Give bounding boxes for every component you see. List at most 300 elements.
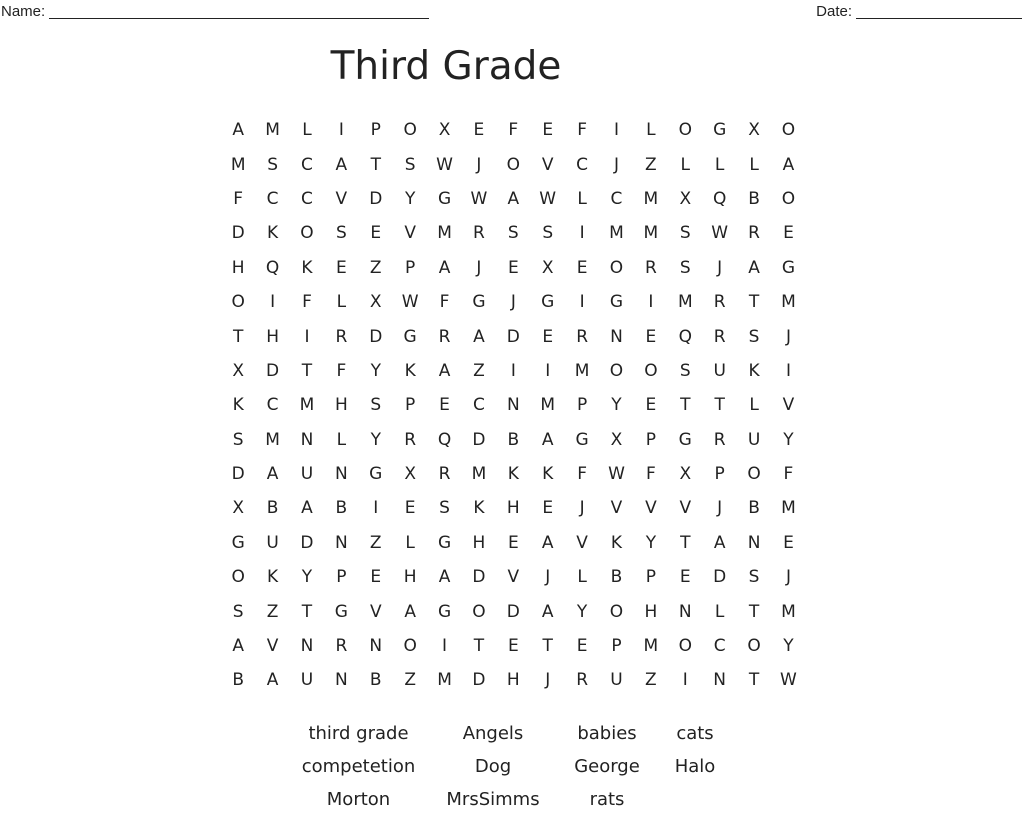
grid-letter[interactable]: E <box>679 567 691 588</box>
grid-letter[interactable]: R <box>748 223 760 244</box>
grid-letter[interactable]: H <box>231 257 245 278</box>
grid-letter[interactable]: U <box>713 360 726 381</box>
grid-letter[interactable]: G <box>437 532 452 553</box>
grid-letter[interactable]: U <box>300 670 314 691</box>
grid-letter[interactable]: N <box>335 464 348 485</box>
grid-letter[interactable]: A <box>404 601 416 622</box>
grid-letter[interactable]: E <box>542 120 554 141</box>
grid-letter[interactable]: T <box>748 670 760 691</box>
grid-letter[interactable]: X <box>610 429 623 450</box>
grid-letter[interactable]: L <box>302 120 312 141</box>
grid-letter[interactable]: T <box>233 326 244 347</box>
grid-letter[interactable]: Y <box>611 395 622 416</box>
grid-letter[interactable]: A <box>782 154 795 175</box>
grid-letter[interactable]: U <box>266 532 279 553</box>
grid-letter[interactable]: M <box>265 429 280 450</box>
grid-letter[interactable]: H <box>506 670 520 691</box>
grid-letter[interactable]: G <box>403 326 417 347</box>
grid-letter[interactable]: B <box>369 670 382 691</box>
grid-letter[interactable]: X <box>748 120 760 141</box>
grid-letter[interactable]: M <box>265 120 280 141</box>
grid-letter[interactable]: W <box>401 292 419 313</box>
grid-letter[interactable]: U <box>300 464 314 485</box>
grid-letter[interactable]: A <box>335 154 348 175</box>
grid-letter[interactable]: K <box>507 464 519 485</box>
grid-row <box>221 147 806 181</box>
grid-letter[interactable]: S <box>335 223 347 244</box>
grid-letter[interactable]: B <box>232 670 245 691</box>
grid-letter[interactable]: R <box>404 429 417 450</box>
grid-letter[interactable]: S <box>232 429 244 450</box>
grid-letter[interactable]: G <box>575 429 589 450</box>
grid-letter[interactable]: A <box>748 257 760 278</box>
grid-letter[interactable]: Z <box>404 670 416 691</box>
grid-letter[interactable]: B <box>266 498 279 519</box>
grid-letter[interactable]: C <box>266 188 279 209</box>
grid-letter[interactable]: R <box>438 464 451 485</box>
grid-letter[interactable]: X <box>679 464 692 485</box>
grid-letter[interactable]: T <box>542 636 553 657</box>
grid-letter[interactable]: P <box>645 567 657 588</box>
grid-letter[interactable]: F <box>336 360 347 381</box>
grid-letter[interactable]: J <box>579 498 585 519</box>
grid-letter[interactable]: O <box>609 257 624 278</box>
grid-letter[interactable]: D <box>369 188 383 209</box>
grid-letter[interactable]: A <box>266 670 279 691</box>
grid-letter[interactable]: C <box>266 395 279 416</box>
grid-letter[interactable]: R <box>713 292 726 313</box>
grid-letter[interactable]: O <box>678 120 692 141</box>
grid-letter[interactable]: G <box>472 292 486 313</box>
grid-letter[interactable]: L <box>646 120 656 141</box>
grid-letter[interactable]: V <box>645 498 657 519</box>
grid-letter[interactable]: J <box>510 292 516 313</box>
grid-letter[interactable]: R <box>335 326 348 347</box>
grid-letter[interactable]: I <box>785 360 791 381</box>
grid-letter[interactable]: E <box>542 326 554 347</box>
grid-letter[interactable]: O <box>781 188 796 209</box>
grid-letter[interactable]: P <box>576 395 588 416</box>
grid-letter[interactable]: E <box>783 223 794 244</box>
grid-letter[interactable]: S <box>542 223 554 244</box>
grid-letter[interactable]: O <box>403 636 417 657</box>
grid-letter[interactable]: M <box>471 464 487 485</box>
grid-letter[interactable]: E <box>542 498 554 519</box>
grid-letter[interactable]: P <box>336 567 347 588</box>
grid-letter[interactable]: K <box>748 360 760 381</box>
grid-letter[interactable]: I <box>682 670 688 691</box>
grid-letter[interactable]: E <box>335 257 347 278</box>
grid-letter[interactable]: F <box>508 120 519 141</box>
grid-letter[interactable]: E <box>783 532 794 553</box>
grid-letter[interactable]: K <box>404 360 416 381</box>
grid-letter[interactable]: C <box>576 154 589 175</box>
grid-letter[interactable]: P <box>714 464 725 485</box>
grid-letter[interactable]: I <box>270 292 276 313</box>
grid-letter[interactable]: L <box>577 567 587 588</box>
grid-letter[interactable]: F <box>645 464 656 485</box>
grid-letter[interactable]: J <box>613 154 619 175</box>
grid-letter[interactable]: J <box>785 326 791 347</box>
grid-letter[interactable]: V <box>335 188 348 209</box>
grid-letter[interactable]: S <box>267 154 278 175</box>
grid-letter[interactable]: B <box>748 188 760 209</box>
grid-letter[interactable]: R <box>335 636 348 657</box>
grid-letter[interactable]: M <box>437 670 452 691</box>
grid-letter[interactable]: T <box>370 154 381 175</box>
grid-letter[interactable]: K <box>232 395 244 416</box>
grid-letter[interactable]: X <box>438 120 451 141</box>
grid-letter[interactable]: O <box>609 360 624 381</box>
grid-letter[interactable]: G <box>437 188 452 209</box>
grid-letter[interactable]: O <box>506 154 521 175</box>
grid-letter[interactable]: E <box>404 498 416 519</box>
grid-letter[interactable]: A <box>541 601 554 622</box>
grid-letter[interactable]: O <box>678 636 692 657</box>
grid-letter[interactable]: V <box>541 154 554 175</box>
grid-letter[interactable]: S <box>370 395 382 416</box>
grid-letter[interactable]: X <box>232 498 245 519</box>
grid-letter[interactable]: F <box>439 292 450 313</box>
grid-letter[interactable]: E <box>370 223 382 244</box>
grid-letter[interactable]: L <box>680 154 691 175</box>
grid-letter[interactable]: D <box>506 601 520 622</box>
grid-letter[interactable]: E <box>507 636 519 657</box>
grid-letter[interactable]: M <box>643 223 659 244</box>
grid-row <box>221 663 806 697</box>
grid-letter[interactable]: I <box>304 326 310 347</box>
grid-letter[interactable]: V <box>782 395 795 416</box>
grid-letter[interactable]: B <box>748 498 760 519</box>
grid-letter[interactable]: S <box>439 498 450 519</box>
grid-letter[interactable]: N <box>747 532 761 553</box>
grid-letter[interactable]: D <box>506 326 520 347</box>
grid-letter[interactable]: O <box>747 464 761 485</box>
grid-letter[interactable]: S <box>679 223 691 244</box>
grid-letter[interactable]: T <box>680 395 691 416</box>
grid-letter[interactable]: D <box>369 326 383 347</box>
name-field[interactable] <box>1 3 429 20</box>
grid-letter[interactable]: D <box>266 360 280 381</box>
grid-letter[interactable]: O <box>300 223 314 244</box>
grid-letter[interactable]: Y <box>783 636 794 657</box>
grid-letter[interactable]: M <box>781 292 796 313</box>
grid-letter[interactable]: T <box>301 360 313 381</box>
grid-letter[interactable]: T <box>473 636 485 657</box>
grid-letter[interactable]: G <box>713 120 727 141</box>
grid-letter[interactable]: A <box>232 636 245 657</box>
grid-letter[interactable]: M <box>437 223 452 244</box>
grid-letter[interactable]: M <box>574 360 590 381</box>
grid-letter[interactable]: A <box>713 532 726 553</box>
grid-letter[interactable]: K <box>542 464 554 485</box>
grid-letter[interactable]: I <box>579 223 585 244</box>
grid-letter[interactable]: L <box>714 601 725 622</box>
grid-letter[interactable]: J <box>785 567 791 588</box>
grid-letter[interactable]: A <box>266 464 279 485</box>
grid-letter[interactable]: D <box>472 567 486 588</box>
grid-letter[interactable]: G <box>231 532 245 553</box>
grid-letter[interactable]: M <box>230 154 246 175</box>
grid-letter[interactable]: I <box>579 292 585 313</box>
name-blank-line[interactable] <box>49 4 429 19</box>
grid-letter[interactable]: T <box>680 532 691 553</box>
grid-letter[interactable]: I <box>338 120 344 141</box>
grid-letter[interactable]: J <box>545 670 551 691</box>
grid-letter[interactable]: Q <box>678 326 692 347</box>
grid-letter[interactable]: P <box>645 429 657 450</box>
grid-letter[interactable]: E <box>370 567 382 588</box>
grid-letter[interactable]: B <box>335 498 348 519</box>
grid-letter[interactable]: R <box>713 326 726 347</box>
grid-letter[interactable]: A <box>541 429 554 450</box>
grid-letter[interactable]: W <box>608 464 625 485</box>
grid-letter[interactable]: V <box>404 223 416 244</box>
grid-letter[interactable]: I <box>442 636 448 657</box>
grid-letter[interactable]: F <box>783 464 794 485</box>
grid-letter[interactable]: M <box>643 188 659 209</box>
grid-letter[interactable]: Z <box>369 532 382 553</box>
grid-letter[interactable]: G <box>678 429 692 450</box>
grid-letter[interactable]: J <box>476 154 482 175</box>
grid-letter[interactable]: P <box>405 395 416 416</box>
grid-letter[interactable]: K <box>473 498 485 519</box>
grid-letter[interactable]: A <box>438 360 451 381</box>
grid-letter[interactable]: C <box>301 154 313 175</box>
grid-letter[interactable]: Y <box>370 429 381 450</box>
grid-letter[interactable]: R <box>644 257 657 278</box>
grid-letter[interactable]: X <box>679 188 692 209</box>
grid-letter[interactable]: O <box>231 292 245 313</box>
grid-letter[interactable]: E <box>507 257 519 278</box>
grid-letter[interactable]: E <box>507 532 519 553</box>
grid-letter[interactable]: M <box>781 498 796 519</box>
grid-letter[interactable]: P <box>370 120 381 141</box>
grid-letter[interactable]: O <box>403 120 417 141</box>
grid-letter[interactable]: K <box>267 223 279 244</box>
grid-letter[interactable]: L <box>749 395 759 416</box>
grid-letter[interactable]: L <box>714 154 725 175</box>
grid-letter[interactable]: G <box>369 464 383 485</box>
grid-letter[interactable]: R <box>713 429 726 450</box>
grid-letter[interactable]: W <box>780 670 797 691</box>
grid-letter[interactable]: H <box>403 567 417 588</box>
grid-letter[interactable]: A <box>438 257 451 278</box>
grid-letter[interactable]: A <box>301 498 313 519</box>
grid-letter[interactable]: N <box>610 326 623 347</box>
grid-letter[interactable]: N <box>300 429 314 450</box>
grid-letter[interactable]: Y <box>576 601 588 622</box>
grid-row <box>221 251 806 285</box>
grid-letter[interactable]: G <box>609 292 624 313</box>
grid-letter[interactable]: K <box>301 257 313 278</box>
grid-letter[interactable]: A <box>438 567 451 588</box>
grid-letter[interactable]: V <box>507 567 520 588</box>
grid-letter[interactable]: A <box>507 188 520 209</box>
grid-letter[interactable]: V <box>369 601 382 622</box>
date-blank-line[interactable] <box>856 4 1022 19</box>
grid-letter[interactable]: S <box>679 360 691 381</box>
grid-letter[interactable]: B <box>507 429 520 450</box>
grid-letter[interactable]: B <box>610 567 623 588</box>
grid-letter[interactable]: N <box>369 636 383 657</box>
grid-letter[interactable]: E <box>576 636 588 657</box>
grid-letter[interactable]: C <box>713 636 726 657</box>
grid-letter[interactable]: I <box>648 292 654 313</box>
grid-letter[interactable]: R <box>576 670 588 691</box>
grid-letter[interactable]: S <box>507 223 519 244</box>
grid-letter[interactable]: D <box>300 532 314 553</box>
grid-letter[interactable]: Y <box>370 360 381 381</box>
grid-letter[interactable]: X <box>404 464 416 485</box>
grid-letter[interactable]: E <box>439 395 450 416</box>
grid-letter[interactable]: V <box>610 498 623 519</box>
grid-letter[interactable]: I <box>613 120 619 141</box>
grid-letter[interactable]: Z <box>473 360 485 381</box>
grid-letter[interactable]: H <box>472 532 486 553</box>
word-bank-item: Halo <box>674 756 716 777</box>
grid-letter[interactable]: Q <box>265 257 280 278</box>
grid-letter[interactable]: W <box>711 223 729 244</box>
grid-letter[interactable]: E <box>645 326 657 347</box>
grid-letter[interactable]: D <box>231 464 245 485</box>
grid-letter[interactable]: H <box>644 601 658 622</box>
grid-letter[interactable]: W <box>470 188 488 209</box>
grid-letter[interactable]: F <box>302 292 312 313</box>
grid-letter[interactable]: I <box>373 498 379 519</box>
grid-letter[interactable]: K <box>267 567 279 588</box>
grid-row <box>221 423 806 457</box>
grid-letter[interactable]: I <box>510 360 516 381</box>
grid-letter[interactable]: S <box>748 326 760 347</box>
grid-letter[interactable]: P <box>611 636 622 657</box>
grid-letter[interactable]: N <box>335 532 348 553</box>
grid-letter[interactable]: X <box>541 257 554 278</box>
grid-letter[interactable]: Z <box>645 154 657 175</box>
grid-letter[interactable]: M <box>677 292 693 313</box>
grid-letter[interactable]: S <box>679 257 691 278</box>
grid-letter[interactable]: L <box>405 532 415 553</box>
grid-letter[interactable]: Z <box>369 257 382 278</box>
grid-letter[interactable]: I <box>545 360 551 381</box>
grid-letter[interactable]: D <box>472 429 486 450</box>
date-field[interactable] <box>816 3 1022 20</box>
grid-letter[interactable]: E <box>645 395 657 416</box>
grid-letter[interactable]: Y <box>783 429 794 450</box>
grid-letter[interactable]: X <box>369 292 382 313</box>
grid-letter[interactable]: M <box>299 395 315 416</box>
grid-letter[interactable]: E <box>576 257 588 278</box>
word-bank-item: third grade <box>308 723 409 744</box>
grid-letter[interactable]: R <box>438 326 451 347</box>
grid-letter[interactable]: Z <box>645 670 657 691</box>
grid-letter[interactable]: J <box>717 257 723 278</box>
grid-letter[interactable]: S <box>232 601 244 622</box>
grid-letter[interactable]: Q <box>712 188 727 209</box>
grid-letter[interactable]: G <box>781 257 796 278</box>
grid-letter[interactable]: O <box>472 601 486 622</box>
grid-letter[interactable]: C <box>472 395 485 416</box>
grid-letter[interactable]: R <box>576 326 588 347</box>
grid-letter[interactable]: F <box>233 188 244 209</box>
grid-letter[interactable]: O <box>609 601 624 622</box>
grid-letter[interactable]: D <box>231 223 245 244</box>
grid-letter[interactable]: T <box>714 395 725 416</box>
grid-letter[interactable]: P <box>405 257 416 278</box>
grid-letter[interactable]: O <box>747 636 761 657</box>
grid-letter[interactable]: L <box>336 429 347 450</box>
grid-letter[interactable]: D <box>472 670 486 691</box>
grid-letter[interactable]: T <box>748 601 760 622</box>
grid-letter[interactable]: V <box>266 636 279 657</box>
grid-letter[interactable]: A <box>473 326 485 347</box>
grid-letter[interactable]: O <box>231 567 245 588</box>
grid-letter[interactable]: S <box>404 154 416 175</box>
grid-letter[interactable]: A <box>232 120 245 141</box>
grid-letter[interactable]: W <box>539 188 557 209</box>
grid-letter[interactable]: M <box>540 395 556 416</box>
grid-letter[interactable]: X <box>232 360 245 381</box>
grid-letter[interactable]: D <box>713 567 727 588</box>
grid-letter[interactable]: J <box>717 498 723 519</box>
grid-letter[interactable]: W <box>436 154 453 175</box>
grid-letter[interactable]: Y <box>645 532 657 553</box>
grid-letter[interactable]: Z <box>266 601 279 622</box>
grid-letter[interactable]: T <box>748 292 760 313</box>
grid-letter[interactable]: J <box>476 257 482 278</box>
grid-letter[interactable]: S <box>748 567 760 588</box>
grid-letter[interactable]: L <box>749 154 759 175</box>
grid-letter[interactable]: K <box>610 532 623 553</box>
grid-letter[interactable]: N <box>300 636 314 657</box>
grid-letter[interactable]: N <box>678 601 692 622</box>
grid-letter[interactable]: R <box>473 223 485 244</box>
grid-letter[interactable]: C <box>301 188 313 209</box>
grid-letter[interactable]: A <box>541 532 554 553</box>
grid-letter[interactable]: L <box>336 292 347 313</box>
grid-letter[interactable]: G <box>437 601 452 622</box>
grid-letter[interactable]: U <box>747 429 761 450</box>
grid-letter[interactable]: U <box>610 670 623 691</box>
grid-letter[interactable]: F <box>577 120 587 141</box>
grid-letter[interactable]: O <box>781 120 796 141</box>
grid-letter[interactable]: H <box>334 395 348 416</box>
grid-letter[interactable]: E <box>473 120 485 141</box>
grid-letter[interactable]: H <box>506 498 520 519</box>
grid-letter[interactable]: M <box>781 601 796 622</box>
grid-letter[interactable]: L <box>577 188 587 209</box>
grid-letter[interactable]: G <box>541 292 555 313</box>
grid-letter[interactable]: N <box>335 670 348 691</box>
grid-letter[interactable]: N <box>506 395 520 416</box>
grid-letter[interactable]: F <box>577 464 587 485</box>
grid-letter[interactable]: J <box>545 567 551 588</box>
grid-letter[interactable]: Y <box>404 188 416 209</box>
grid-letter[interactable]: H <box>266 326 279 347</box>
grid-letter[interactable]: G <box>334 601 348 622</box>
grid-letter[interactable]: Q <box>437 429 452 450</box>
grid-letter[interactable]: Y <box>301 567 313 588</box>
grid-letter[interactable]: M <box>609 223 624 244</box>
grid-letter[interactable]: V <box>679 498 692 519</box>
grid-letter[interactable]: M <box>643 636 659 657</box>
grid-letter[interactable]: T <box>301 601 313 622</box>
grid-letter[interactable]: V <box>576 532 588 553</box>
grid-letter[interactable]: C <box>610 188 623 209</box>
grid-letter[interactable]: O <box>644 360 658 381</box>
word-bank-item: George <box>574 756 640 777</box>
grid-letter[interactable]: N <box>713 670 727 691</box>
